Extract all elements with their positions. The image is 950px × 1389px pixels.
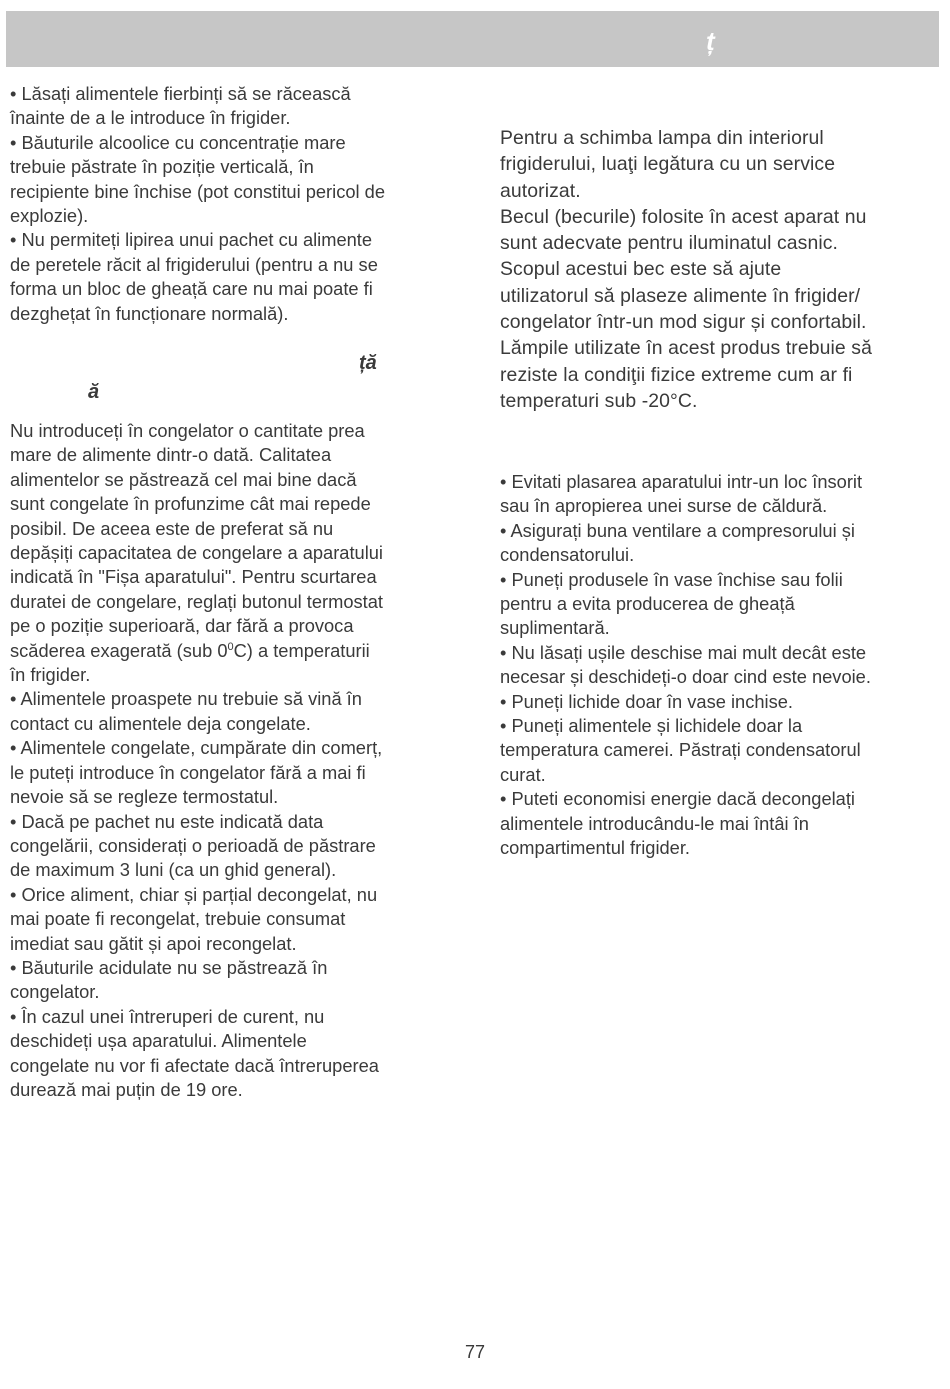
list-item: • Lăsați alimentele fierbinți să se răcească înainte de a le introduce în frigider. [10,83,351,129]
list-item: • Nu permiteți lipirea unui pachet cu alimente de peretele răcit al frigiderului (pentru a nu se forma un bloc de gheață care nu mai poate fi dezghețat în funcționare normală). [10,229,378,324]
list-item: • Puteti economisi energie dacă decongelați alimentele introducându-le mai întâi în compartimentul frigider. [500,788,855,859]
lamp-paragraph: Pentru a schimba lampa din interiorul frigiderului, luaţi legătura cu un service autorizat. Becul (becurile) folosite în acest aparat nu sunt adecvate pentru iluminatul casnic. Scopul acestui bec este să ajute utilizatorul să plaseze alimente în frigider/ congelator într-un mod sigur și confortabil. Lămpile utilizate în acest produs trebuie să reziste la condiţii fizice extreme cum ar fi temperaturi sub -20°C. [500,127,872,412]
list-item: • Asigurați buna ventilare a compresorului și condensatorului. [500,519,855,566]
list-item: • Puneți lichide doar în vase inchise. [500,690,793,712]
list-item: • Puneți alimentele și lichidele doar la temperatura camerei. Păstrați condensatorul curat. [500,715,861,785]
page-number: 77 [464,1342,486,1362]
list-item: • Băuturile acidulate nu se păstrează în congelator. [10,956,328,1003]
section-heading-fragment: ă [88,381,100,403]
list-item: • Puneți produsele în vase închise sau folii pentru a evita producerea de gheață suplimentară. [500,568,843,639]
lamp-section [500,125,945,414]
list-item: • Orice aliment, chiar și parțial decongelat, nu mai poate fi recongelat, trebuie consumat imediat sau gătit și apoi recongelat. [10,883,378,954]
list-item: • Alimentele proaspete nu trebuie să vină în contact cu alimentele deja congelate. [10,688,362,734]
list-item: • Dacă pe pachet nu este indicată data congelării, considerați o perioadă de păstrare de maximum 3 luni (ca un ghid general). [10,810,376,881]
list-item: • Băuturile alcoolice cu concentrație mare trebuie păstrate în poziție verticală, în recipiente bine închise (pot constitui pericol de explozie). [10,131,385,227]
list-item: • Evitati plasarea aparatului intr-un loc însorit sau în apropierea unei surse de căldură. [500,471,863,517]
left-top-bullets [10,82,460,326]
freezer-section [10,419,460,1102]
freezer-intro: Nu introduceți în congelator o cantitate prea mare de alimente dintr-o dată. Calitatea alimentelor se păstrează cel mai bine dacă sunt congelate în profunzime cât mai repede posibil. De aceea este de preferat să nu depășiți capacitatea de congelare a aparatului indicată în "Fișa aparatului". Pentru scurtarea duratei de congelare, reglați butonul termostat pe o poziție superioară, dar fără a provoca scăderea exagerată (sub $0^0C$) a temperaturii în frigider. [10,420,383,686]
list-item: • Nu lăsați ușile deschise mai mult decât este necesar și deschideți-o doar cind este nevoie. [500,641,871,688]
header-bar [6,11,939,67]
header-title-fragment: ț [706,26,715,56]
energy-section [500,470,945,861]
section-heading-fragment: ță [359,352,377,374]
list-item: • Alimentele congelate, cumpărate din comerț, le puteți introduce în congelator fără a mai fi nevoie să se regleze termostatul. [10,737,383,808]
list-item: • În cazul unei întreruperi de curent, nu deschideți ușa aparatului. Alimentele congelate nu vor fi afectate dacă întreruperea durează mai puțin de 19 ore. [10,1005,379,1100]
